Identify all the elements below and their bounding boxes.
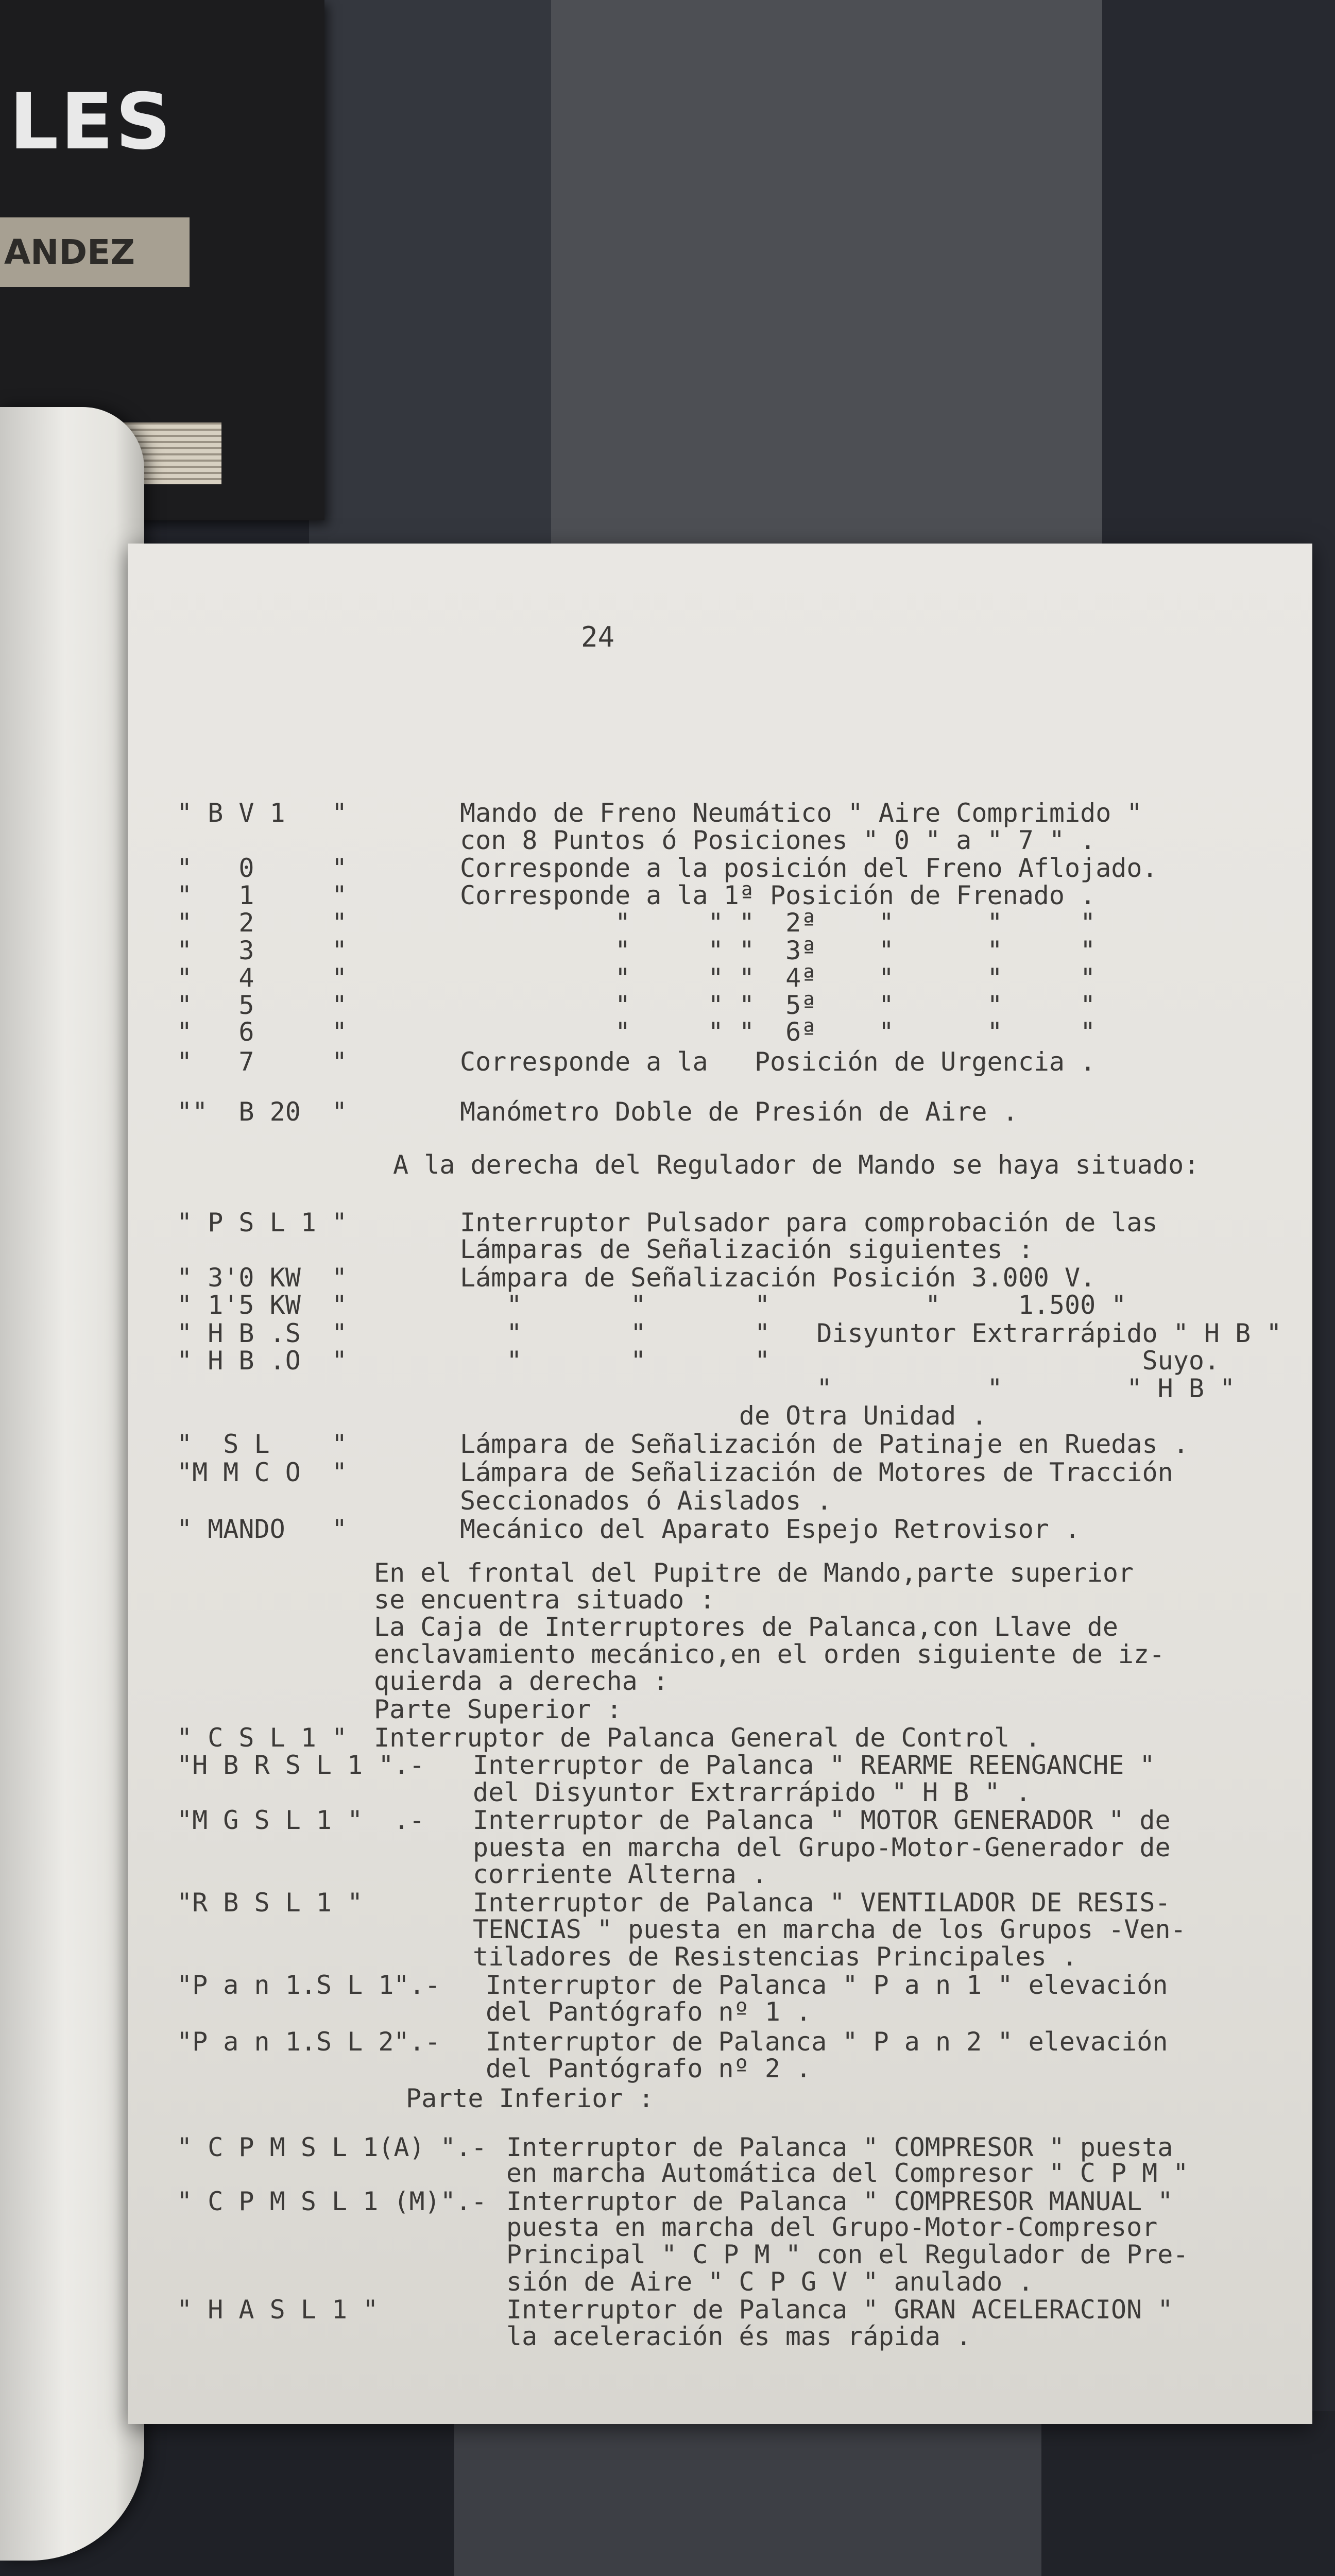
line-text: del Pantógrafo nº 2 .	[486, 2054, 812, 2083]
line-code: " 3 "	[177, 936, 348, 965]
line-text: " " " 6ª " " "	[460, 1017, 1096, 1047]
line-text: quierda a derecha :	[374, 1666, 669, 1696]
curled-page	[0, 407, 144, 2561]
line-code: " C P M S L 1(A) ".-	[177, 2132, 487, 2162]
line-text: Interruptor Pulsador para comprobación de las	[460, 1208, 1158, 1238]
line-text: Mando de Freno Neumático " Aire Comprimido "	[460, 798, 1142, 828]
line-text: la aceleración és mas rápida .	[506, 2321, 972, 2351]
line-text: " " " H B "	[460, 1374, 1236, 1403]
line-code: " 4 "	[177, 963, 348, 993]
line-text: Lámparas de Señalización siguientes :	[460, 1234, 1034, 1264]
line-text: Parte Superior :	[374, 1694, 622, 1724]
book-cover-author: ANDEZ	[0, 217, 190, 287]
line-text: Mecánico del Aparato Espejo Retrovisor .	[460, 1514, 1081, 1544]
line-text: Interruptor de Palanca " GRAN ACELERACION "	[506, 2295, 1173, 2325]
line-text: " " " 5ª " " "	[460, 990, 1096, 1020]
line-code: "P a n 1.S L 1".-	[177, 1970, 440, 2000]
line-text: puesta en marcha del Grupo-Motor-Generador de	[473, 1833, 1171, 1862]
line-text: Lámpara de Señalización de Motores de Tracción	[460, 1458, 1173, 1487]
book-cover-title: LES	[9, 77, 174, 167]
line-text: " " " " 1.500 "	[460, 1290, 1127, 1320]
page-number: 24	[581, 621, 615, 653]
line-code: " H B .S "	[177, 1318, 348, 1348]
line-text: puesta en marcha del Grupo-Motor-Compresor	[506, 2212, 1158, 2242]
line-code: " C P M S L 1 (M)".-	[177, 2187, 487, 2216]
line-code: "" B 20 "	[177, 1097, 348, 1127]
line-code: " H B .O "	[177, 1346, 348, 1376]
line-text: Principal " C P M " con el Regulador de Pre-	[506, 2240, 1189, 2269]
line-text: " " " 3ª " " "	[460, 936, 1096, 965]
line-text: de Otra Unidad .	[460, 1401, 987, 1431]
line-text: Lámpara de Señalización de Patinaje en Ruedas .	[460, 1429, 1189, 1459]
line-text: " " " Suyo.	[460, 1346, 1220, 1376]
line-text: en marcha Automática del Compresor " C P M "	[506, 2158, 1189, 2188]
line-text: Seccionados ó Aislados .	[460, 1486, 832, 1516]
line-code: " 3'0 KW "	[177, 1263, 348, 1293]
line-code: " 5 "	[177, 990, 348, 1020]
line-text: TENCIAS " puesta en marcha de los Grupos -Ven-	[473, 1914, 1186, 1944]
line-code: " C S L 1 "	[177, 1723, 348, 1753]
line-code: " 7 "	[177, 1047, 348, 1077]
line-code: "R B S L 1 "	[177, 1888, 363, 1918]
line-text: enclavamiento mecánico,en el orden siguiente de iz-	[374, 1639, 1165, 1669]
line-text: con 8 Puntos ó Posiciones " 0 " a " 7 " .	[460, 825, 1096, 855]
line-text: En el frontal del Pupitre de Mando,parte superior	[374, 1558, 1134, 1588]
line-text: Parte Inferior :	[406, 2083, 654, 2113]
line-code: "M M C O "	[177, 1458, 348, 1487]
line-text: corriente Alterna .	[473, 1859, 767, 1889]
line-text: Interruptor de Palanca " VENTILADOR DE RESIS-	[473, 1888, 1171, 1918]
line-text: Corresponde a la 1ª Posición de Frenado .	[460, 880, 1096, 910]
line-text: Interruptor de Palanca " MOTOR GENERADOR " de	[473, 1805, 1171, 1835]
line-code: " 0 "	[177, 853, 348, 883]
line-text: sión de Aire " C P G V " anulado .	[506, 2267, 1034, 2297]
line-text: Interruptor de Palanca " P a n 2 " elevación	[486, 2027, 1168, 2057]
line-code: " 2 "	[177, 908, 348, 938]
line-text: Interruptor de Palanca General de Control .	[374, 1723, 1041, 1753]
line-text: " " " 2ª " " "	[460, 908, 1096, 938]
line-text: Manómetro Doble de Presión de Aire .	[460, 1097, 1018, 1127]
line-text: Corresponde a la posición del Freno Aflojado.	[460, 853, 1158, 883]
line-text: se encuentra situado :	[374, 1585, 715, 1615]
line-text: " " " 4ª " " "	[460, 963, 1096, 993]
document-page	[128, 544, 1312, 2424]
line-text: Interruptor de Palanca " COMPRESOR MANUAL "	[506, 2187, 1173, 2216]
line-code: " H A S L 1 "	[177, 2295, 379, 2325]
line-text: Lámpara de Señalización Posición 3.000 V.	[460, 1263, 1096, 1293]
line-code: " 1 "	[177, 880, 348, 910]
line-code: " MANDO "	[177, 1514, 348, 1544]
line-text: del Pantógrafo nº 1 .	[486, 1997, 812, 2027]
line-code: "P a n 1.S L 2".-	[177, 2027, 440, 2057]
line-code: " B V 1 "	[177, 798, 348, 828]
line-text: tiladores de Resistencias Principales .	[473, 1942, 1077, 1972]
line-code: "M G S L 1 " .-	[177, 1805, 425, 1835]
line-text: Interruptor de Palanca " P a n 1 " elevación	[486, 1970, 1168, 2000]
line-text: del Disyuntor Extrarrápido " H B " .	[473, 1777, 1031, 1807]
line-text: Corresponde a la Posición de Urgencia .	[460, 1047, 1096, 1077]
line-text: A la derecha del Regulador de Mando se haya situado:	[393, 1150, 1200, 1180]
line-text: Interruptor de Palanca " REARME REENGANCHE "	[473, 1750, 1155, 1780]
line-text: Interruptor de Palanca " COMPRESOR " puesta	[506, 2132, 1173, 2162]
line-code: " P S L 1 "	[177, 1208, 348, 1238]
fabric-lower-band	[0, 2411, 1335, 2576]
line-code: " S L "	[177, 1429, 348, 1459]
line-code: "H B R S L 1 ".-	[177, 1750, 425, 1780]
line-text: " " " Disyuntor Extrarrápido " H B "	[460, 1318, 1282, 1348]
line-code: " 6 "	[177, 1017, 348, 1047]
line-text: La Caja de Interruptores de Palanca,con Llave de	[374, 1612, 1118, 1642]
line-code: " 1'5 KW "	[177, 1290, 348, 1320]
